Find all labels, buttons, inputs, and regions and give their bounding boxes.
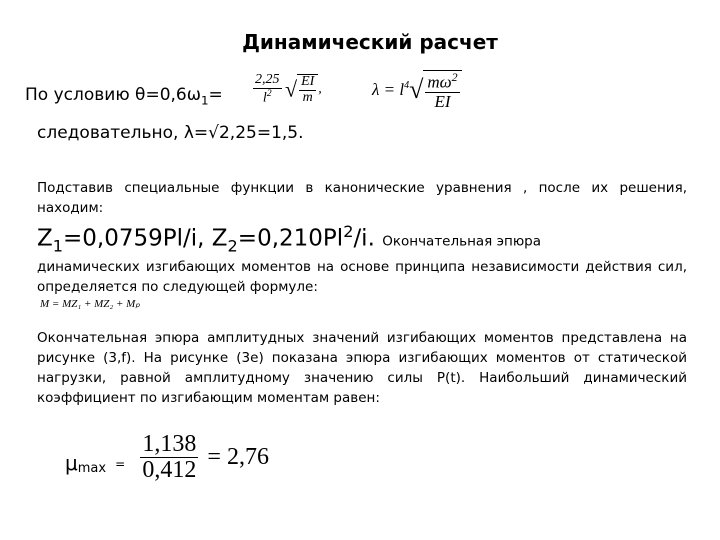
- sqrt-icon: √: [285, 76, 298, 102]
- z2-exp: 2: [343, 222, 354, 241]
- page-title: Динамический расчет: [242, 30, 498, 54]
- lambda-lhs: λ = l: [372, 80, 405, 100]
- z1-value: =0,0759Pl/i, Z: [63, 225, 228, 252]
- mu-sub: max: [77, 461, 107, 477]
- theta-root-body: [297, 74, 318, 105]
- theta-comma: ,: [318, 81, 322, 97]
- z2-sub: 2: [227, 236, 238, 256]
- paragraph-amplitude: Окончательная эпюра амплитудных значений изгибающих моментов представлена на рисунке (3,f). На рисунке (3е) показана эпюра изгибающих моментов от статической нагрузки, равной амплитудному значению силы P(t). Наибольший динамический коэффициент по изгибающим моментам равен:: [37, 330, 687, 406]
- lambda-root-index: 4: [404, 80, 410, 92]
- theta-l-exp: 2: [266, 87, 272, 99]
- lambda-num-exp: 2: [451, 70, 458, 84]
- condition-line: [25, 85, 223, 107]
- theta-l: l: [262, 90, 267, 106]
- theta-m: m: [302, 89, 313, 105]
- mu-formula: [65, 432, 269, 483]
- condition-text: По условию θ=0,6ω: [25, 85, 201, 105]
- z1-sub: 1: [52, 236, 64, 256]
- theta-inner-fraction: [299, 75, 316, 105]
- lambda-root-body: [423, 70, 461, 110]
- paragraph-superposition: динамических изгибающих моментов на основе принципа независимости действия сил, определяется по следующей формуле:: [37, 259, 687, 295]
- condition-equals: =: [208, 85, 223, 105]
- theta-coef-fraction: [253, 73, 282, 106]
- mu-fraction: [140, 432, 198, 483]
- theta-ei: EI: [301, 73, 315, 89]
- lambda-formula: [372, 70, 462, 110]
- mu-eq: =: [115, 457, 126, 472]
- condition-subscript: 1: [200, 93, 209, 108]
- theta-formula: [253, 73, 322, 106]
- mu-num: 1,138: [142, 431, 197, 457]
- mu-result: = 2,76: [207, 444, 269, 471]
- z2-tail: /i.: [353, 225, 375, 252]
- conclusion-line: следовательно, λ=√2,25=1,5.: [37, 123, 304, 143]
- lambda-fraction: [425, 71, 459, 110]
- z-results: [37, 222, 541, 255]
- theta-coef: 2,25: [255, 72, 280, 87]
- final-diagram-text: Окончательная эпюра: [382, 233, 542, 250]
- moment-formula: M = MZ₁ + MZ₂ + Mₚ: [40, 298, 141, 310]
- lambda-num: mω: [427, 72, 452, 92]
- radical-icon: √: [409, 75, 424, 105]
- z2-value: =0,210Pl: [237, 225, 344, 252]
- paragraph-substitution: Подставив специальные функции в канонические уравнения , после их решения, находим:: [37, 180, 687, 216]
- mu-den: 0,412: [142, 457, 197, 484]
- z1-label: Z: [37, 225, 53, 252]
- mu-symbol: μ: [65, 451, 78, 476]
- lambda-den: EI: [434, 91, 451, 111]
